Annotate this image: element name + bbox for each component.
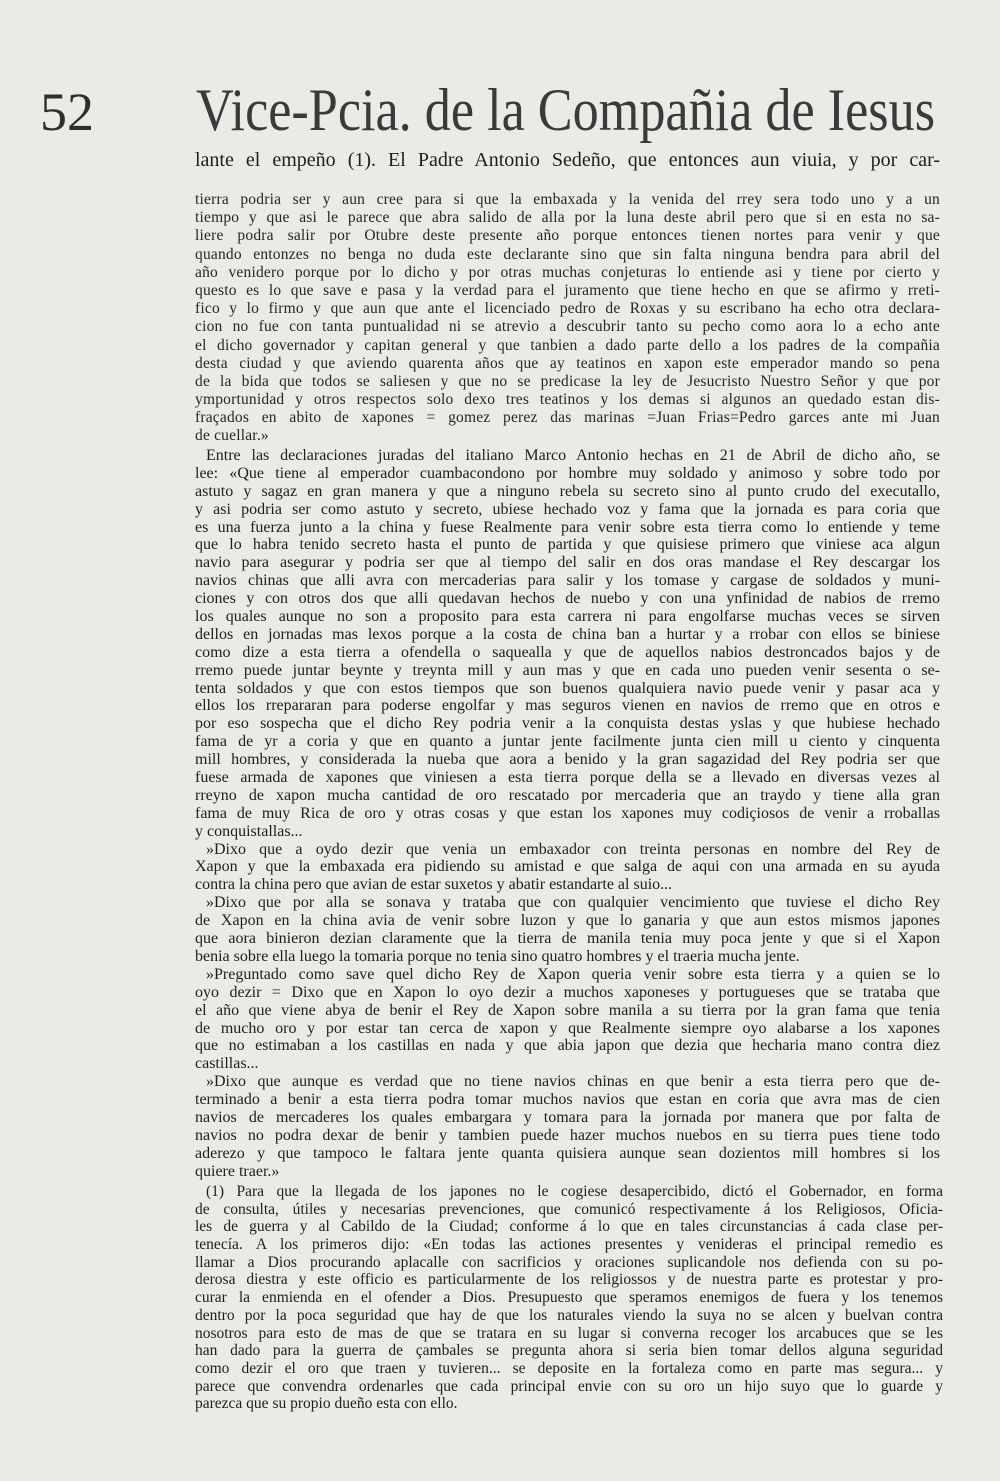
paragraph (195, 1073, 940, 1180)
text-line: contra la china pero que avian de estar suxetos y abatir estandarte al suio... (195, 876, 673, 894)
text-line: rremo puede juntar beynte y treynta mill y aun mas y que en cada uno pueden venir sesenta o se- (195, 661, 940, 679)
paragraph (195, 966, 940, 1073)
text-line: derosa diestra y este officio es particularmente de los religiossos y de nuestra parte es protestar y pro- (195, 1271, 943, 1289)
text-line: por eso sospecha que el dicho Rey podria venir a la conquista destas yslas y que hubiese hechado (195, 715, 940, 733)
text-line: lee: «Que tiene al emperador cuambacondono por hombre muy soldado y animoso y sobre todo por (195, 464, 940, 482)
paragraph (195, 841, 940, 895)
text-line: de cuellar.» (195, 427, 269, 445)
text-line: año venidero porque por lo dicho y por otras muchas conjeturas lo entiende asi y tiene por cierto y (195, 263, 940, 281)
text-line: de consulta, útiles y necesarias prevenciones, que comunicó respectivamente á los Religiosos, Oficia- (195, 1200, 943, 1218)
footnote (195, 1183, 943, 1413)
text-line: »Preguntado como save quel dicho Rey de Xapon queria venir sobre esta tierra y a quien se lo (206, 965, 940, 983)
declarations-body (195, 447, 940, 1181)
text-line: que aora binieron dezian claramente que la tierra de manila tenia muy poca jente y que si el Xapon (195, 930, 940, 948)
text-line: fraçados en abito de xapones = gomez perez das marinas =Juan Frias=Pedro garces ante mi Juan (195, 409, 940, 427)
text-line: que lo habra tenido secreto hasta el punto de partida y que quisiese primero que viniese aca algun (195, 536, 940, 554)
text-line: han dado para la guerra de çambales se pregunta ahora si seria bien tomar dellos alguna seguridad (195, 1342, 943, 1360)
text-line: navios chinas que alli avra con mercaderias para salir y los tomase y cargase de soldados y muni- (195, 572, 940, 590)
paragraph (195, 447, 940, 841)
text-line: questo es lo que save e pasa y la verdad para el juramento que tiene hecho en que se afirmo y rreti- (195, 281, 940, 299)
text-line: de Xapon en la china avia de venir sobre luzon y que lo ganaria y que aun estos mismos japones (195, 912, 940, 930)
text-line: ellos los rrepararan para poderse engolfar y mas seguros vienen en navios de rremo que en otros e (195, 697, 940, 715)
text-line: los quales aunque no son a proposito para esta carrera ni para engolfarse muchas veces se sirven (195, 608, 940, 626)
text-line: astuto y sagaz en gran manera y que a ninguno rebela su secreto sino al punto crudo del executallo, (195, 482, 940, 500)
text-line: como dezir el oro que traen y tuvieren... se deposite en la fortaleza como en parte mas segura... y (195, 1359, 943, 1377)
text-line: como dize a esta tierra a ofendella o saquealla y que de aquellos nabios destroncados bajos y de (195, 643, 940, 661)
text-line: de mucho oro y por estar tan cerca de xapon y que Realmente siempre oyo alabarse a los xapones (195, 1019, 940, 1037)
text-line: navios no podra dexar de benir y tambien puede hazer muchos nuebos en su tierra pues tiene todo (195, 1126, 940, 1144)
text-line: »Dixo que por alla se sonava y trataba que con qualquier vencimiento que tuviese el dicho Rey (206, 894, 940, 912)
text-line: parezca que su propio dueño esta con ello. (195, 1395, 458, 1413)
text-line: de la bida que todos se saliesen y que no se predicase la ley de Jesucristo Nuestro Señor y que por (195, 372, 940, 390)
text-line: »Dixo que a oydo dezir que venia un embaxador con treinta personas en nombre del Rey de (206, 840, 940, 858)
text-line: fico y lo firmo y que aun que ante el licenciado pedro de Roxas y su escribano ha echo otra declara- (195, 300, 940, 318)
text-line: llamar a Dios procurando aplacalle con sacrificios y oraciones suplicandole nos defienda con su po- (195, 1253, 943, 1271)
text-line: les de guerra y al Cabildo de la Ciudad; conforme á lo que en tales circunstancias á cada clase per- (195, 1218, 943, 1236)
text-line: el año que viene abya de benir el Rey de Xapon sobre manila a su tierra por la gran fama que tenia (195, 1001, 940, 1019)
text-line: cion no fue con tanta puntualidad ni se atrevio a descubrir tanto su pecho como aora lo a echo ante (195, 318, 940, 336)
text-line: quiere traer.» (195, 1162, 280, 1180)
text-line: y asi podria ser como astuto y secreto, ubiese hechado voz y fama que la jornada es para coria que (195, 500, 940, 518)
text-line: parece que convendra ordenarles que cada principal envie con su oro un hijo suyo que lo guarde y (195, 1377, 943, 1395)
text-line: (1) Para que la llegada de los japones no le cogiese desapercibido, dictó el Gobernador, en forma (206, 1183, 943, 1200)
text-line: dentro por la poca seguridad que hay de que los naturales viendo la suya no se alcen y buelvan contra (195, 1306, 943, 1324)
text-line: benia sobre ella luego la tomaria porque no tenia sino quatro hombres y el traeria mucha jente. (195, 947, 800, 965)
text-line: Xapon y que la embaxada era pidiendo su amistad e que salga de aqui con una armada en su ayuda (195, 858, 940, 876)
text-line: dellos en jornadas mas lexos porque a la costa de china ban a hurtar y a rrobar con ellos se biniese (195, 625, 940, 643)
text-line: tenecía. A los primeros dijo: «En todas las actiones presentes y venideras el principal remedio es (195, 1236, 943, 1254)
text-line: que no estimaban a los castillas en nada y que abia japon que dezia que hecharia mano contra diez (195, 1037, 940, 1055)
text-line: terminado a benir a esta tierra podra tomar muchos navios que estan en coria que avra mas de cien (195, 1091, 940, 1109)
opening-text (195, 148, 940, 172)
text-line: ymportunidad y otros respectos solo dexo tres teatinos y los demas si algunos an quedado estan dis- (195, 391, 940, 409)
text-line: »Dixo que aunque es verdad que no tiene navios chinas en que benir a esta tierra pero que de- (206, 1073, 940, 1091)
paragraph (195, 894, 940, 966)
text-line: oyo dezir = Dixo que en Xapon lo oyo dezir a muchos xaponeses y portugueses que se trataba que (195, 983, 940, 1001)
text-line: navios de mercaderes los quales embargara y tomara para la jornada por manera que por falta de (195, 1108, 940, 1126)
text-line: rreyno de xapon mucha cantidad de oro rescatado por mercaderia que an traydo y tiene alla gran (195, 786, 940, 804)
running-title: Vice-Pcia. de la Compañia de Iesus (196, 77, 936, 143)
text-line: nosotros para esto de mas de que se tratara en su lugar si converna recoger los arcabuces que se les (195, 1324, 943, 1342)
text-line: tenta soldados y que con estos tiempos que son buenos qualquiera navio puede venir y pasar aca y (195, 679, 940, 697)
page-number: 52 (40, 82, 94, 142)
text-line: desta ciudad y que aviendo quarenta años que ay teatinos en xapon este emperador mando so pena (195, 354, 940, 372)
text-line: tiempo y que asi le parece que abra salido de alla por la luna deste abril pero que si en esta no sa- (195, 209, 940, 227)
text-line: tierra podria ser y aun cree para si que la embaxada y la venida del rrey sera todo uno y a un (195, 191, 940, 208)
quoted-declaration (195, 191, 940, 446)
text-line: es una fuerza junto a la china y fuese Realmente para venir sobre esta tierra como lo entiende y teme (195, 518, 940, 536)
text-line: mill hombres, y considerada la nueba que aora a benido y la gran sagazidad del Rey podria ser que (195, 751, 940, 769)
text-line: Entre las declaraciones juradas del italiano Marco Antonio hechas en 21 de Abril de dicho año, se (206, 447, 940, 464)
text-line: aderezo y que tampoco le faltara jente quanta quisiera aunque sean dozientos mill hombres si los (195, 1144, 940, 1162)
text-line: fama de yr a coria y que en quanto a juntar jente facilmente junta cien mill u ciento y cinquenta (195, 733, 940, 751)
text-line: liere podra salir por Otubre deste presente año porque entonces tienen nortes para venir y que (195, 227, 940, 245)
text-line: fuese armada de xapones que viniesen a esta tierra porque della se a llevado en diversas vezes al (195, 769, 940, 787)
text-line: curar la enmienda en el ofender a Dios. Presupuesto que speramos enemigos de fuera y los tenemos (195, 1289, 943, 1307)
text-line: el dicho governador y capitan general y que tanbien a dado parte dello a los padres de la compañia (195, 336, 940, 354)
text-line: castillas... (195, 1055, 259, 1073)
text-line: quando entonzes no benga no duda este declarante sino que sin falta ninguna bendra para abril del (195, 245, 940, 263)
text-line: ciones y con otros dos que alli quedavan hechos de nuebo y con una ynfinidad de nabios de rremo (195, 590, 940, 608)
text-line: fama de muy Rica de oro y otras cosas y que estan los xapones muy codiçiosos de venir a rroballas (195, 804, 940, 822)
text-line: y conquistallas... (195, 822, 303, 840)
text-line: lante el empeño (1). El Padre Antonio Sedeño, que entonces aun viuia, y por car- (195, 149, 940, 171)
text-line: navio para asegurar y podria ser que al tiempo del salir en dos oras mandase el Rey descargar los (195, 554, 940, 572)
